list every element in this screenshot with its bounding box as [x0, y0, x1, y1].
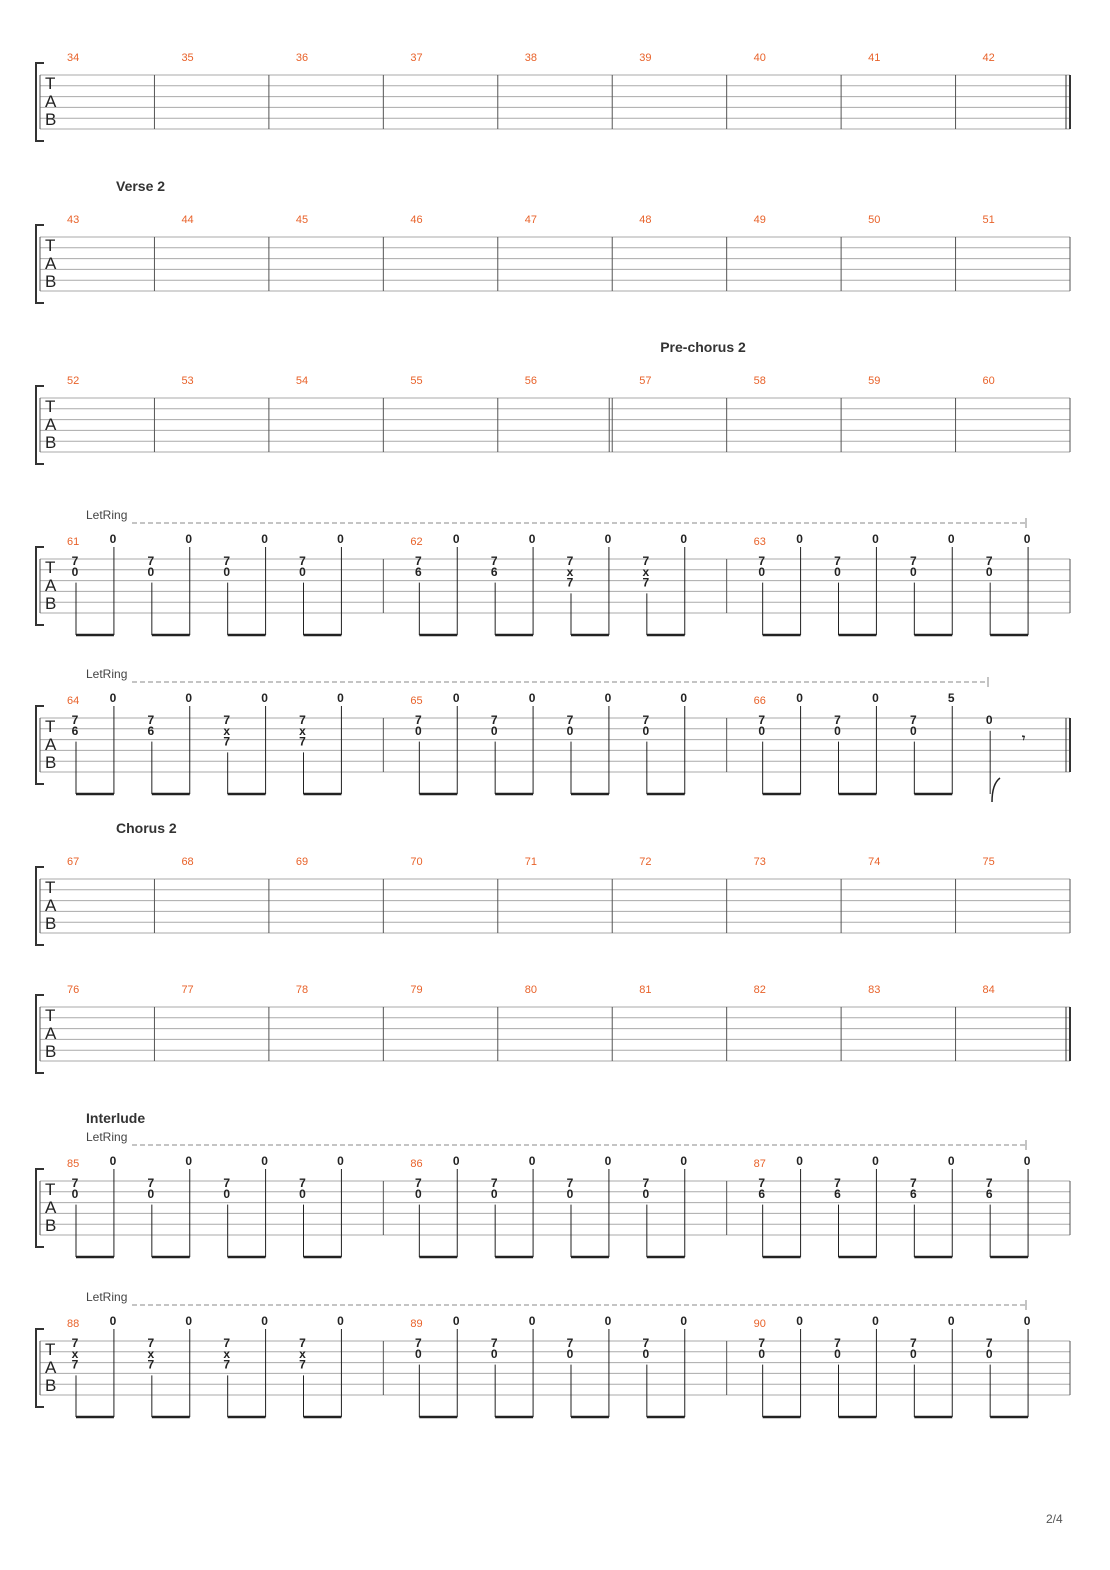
fret-number: 0 [758, 564, 766, 579]
fret-number: 7 [566, 575, 574, 590]
measure-number: 70 [410, 856, 423, 868]
fret-number: 7 [490, 1336, 498, 1350]
measure-number: 80 [524, 984, 538, 996]
measure-number: 50 [868, 214, 881, 226]
fret-number: 7 [71, 1336, 79, 1350]
tab-clef-letter: T [45, 1006, 56, 1025]
fret-number: 7 [834, 1336, 841, 1350]
tab-clef-letter: B [45, 272, 57, 291]
fret-number: x [299, 723, 306, 738]
fret-number: 0 [566, 723, 574, 738]
measure-number: 71 [524, 856, 538, 868]
fret-number: 0 [1023, 1314, 1031, 1328]
measure-number: 51 [982, 214, 995, 226]
section-label: Pre-chorus 2 [660, 339, 746, 355]
fret-number: 7 [147, 713, 155, 727]
tab-system [36, 667, 1070, 802]
measure-number: 39 [639, 52, 652, 64]
tab-clef-letter: T [45, 236, 56, 255]
let-ring-label: LetRing [86, 667, 128, 681]
fret-number: 0 [604, 1154, 612, 1168]
fret-number: x [299, 1346, 306, 1361]
fret-number: 0 [796, 691, 803, 705]
fret-number: 0 [947, 1154, 955, 1168]
tab-clef-letter: B [45, 594, 57, 613]
measure-number: 40 [753, 52, 766, 64]
measure-number: 56 [524, 375, 538, 387]
fret-number: 0 [528, 1314, 536, 1328]
measure-number: 89 [410, 1318, 423, 1330]
fret-number: 7 [758, 1336, 766, 1350]
section-label: Interlude [86, 1110, 146, 1126]
fret-number: 7 [909, 1176, 917, 1190]
tab-clef-letter: B [45, 433, 57, 452]
measure-number: 60 [982, 375, 995, 387]
fret-number: 7 [147, 1176, 155, 1190]
measure-number: 47 [524, 214, 538, 226]
fret-number: 0 [490, 1186, 498, 1201]
fret-number: x [223, 1346, 231, 1361]
fret-number: x [223, 723, 231, 738]
fret-number: 7 [758, 713, 766, 727]
fret-number: 0 [758, 723, 766, 738]
fret-number: 0 [642, 723, 650, 738]
fret-number: 0 [872, 1154, 879, 1168]
fret-number: 0 [796, 1314, 803, 1328]
fret-number: 7 [223, 1357, 231, 1372]
fret-number: 7 [642, 575, 650, 590]
fret-number: 7 [414, 713, 422, 727]
tab-clef-letter: B [45, 1216, 57, 1235]
fret-number: 7 [566, 1176, 574, 1190]
fret-number: 7 [490, 713, 498, 727]
fret-number: 0 [337, 691, 344, 705]
fret-number: 0 [947, 1314, 955, 1328]
fret-number: x [642, 564, 650, 579]
measure-number: 79 [410, 984, 423, 996]
fret-number: 0 [71, 1186, 79, 1201]
fret-number: 7 [223, 1336, 231, 1350]
tab-system [36, 52, 1070, 141]
fret-number: 7 [223, 554, 231, 568]
let-ring-label: LetRing [86, 1130, 128, 1144]
fret-number: 0 [680, 532, 688, 546]
measure-number: 90 [753, 1318, 766, 1330]
measure-number: 41 [868, 52, 881, 64]
fret-number: x [147, 1346, 155, 1361]
measure-number: 59 [868, 375, 881, 387]
tab-clef-letter: T [45, 74, 56, 93]
fret-number: 7 [299, 554, 306, 568]
section-label: Verse 2 [116, 178, 166, 194]
fret-number: x [71, 1346, 79, 1361]
fret-number: 0 [452, 691, 460, 705]
fret-number: 0 [414, 723, 422, 738]
measure-number: 66 [753, 695, 766, 707]
tab-clef-letter: A [45, 92, 57, 111]
measure-number: 81 [639, 984, 652, 996]
fret-number: 0 [528, 691, 536, 705]
tab-clef-letter: B [45, 753, 57, 772]
fret-number: 6 [758, 1186, 766, 1201]
fret-number: 6 [834, 1186, 841, 1201]
fret-number: 0 [528, 532, 536, 546]
fret-number: 0 [758, 1346, 766, 1361]
measure-number: 58 [753, 375, 766, 387]
tab-clef-letter: T [45, 397, 56, 416]
fret-number: 0 [109, 1154, 117, 1168]
measure-number: 43 [67, 214, 80, 226]
fret-number: 0 [604, 532, 612, 546]
fret-number: 6 [147, 723, 155, 738]
measure-number: 48 [639, 214, 652, 226]
fret-number: 0 [185, 1154, 193, 1168]
measure-number: 67 [67, 856, 80, 868]
measure-number: 78 [295, 984, 309, 996]
tab-clef-letter: B [45, 914, 57, 933]
flag-icon [992, 778, 1000, 802]
measure-number: 34 [67, 52, 80, 64]
fret-number: x [566, 564, 574, 579]
fret-number: 7 [414, 554, 422, 568]
fret-number: 0 [185, 691, 193, 705]
fret-number: 7 [490, 554, 498, 568]
eighth-rest-icon: 𝄾 [1022, 731, 1026, 745]
fret-number: 0 [261, 1154, 268, 1168]
fret-number: 0 [834, 1346, 841, 1361]
fret-number: 0 [337, 1314, 344, 1328]
fret-number: 0 [185, 1314, 193, 1328]
let-ring-label: LetRing [86, 508, 128, 522]
fret-number: 0 [566, 1186, 574, 1201]
fret-number: 7 [299, 1176, 306, 1190]
fret-number: 0 [109, 691, 117, 705]
tab-clef-letter: T [45, 558, 56, 577]
fret-number: 5 [947, 691, 955, 705]
tab-clef-letter: B [45, 1376, 57, 1395]
tab-system [36, 178, 1070, 303]
tab-clef-letter: T [45, 717, 56, 736]
fret-number: 0 [796, 532, 803, 546]
fret-number: 0 [299, 564, 306, 579]
fret-number: 0 [872, 1314, 879, 1328]
fret-number: 0 [1023, 532, 1031, 546]
fret-number: 0 [947, 532, 955, 546]
fret-number: 0 [185, 532, 193, 546]
fret-number: 7 [642, 713, 650, 727]
section-label: Chorus 2 [116, 820, 177, 836]
fret-number: 7 [834, 1176, 841, 1190]
fret-number: 7 [223, 713, 231, 727]
measure-number: 75 [982, 856, 995, 868]
measure-number: 73 [753, 856, 766, 868]
fret-number: 0 [909, 723, 917, 738]
fret-number: 0 [490, 1346, 498, 1361]
fret-number: 7 [71, 1176, 79, 1190]
tab-system [36, 1290, 1070, 1417]
fret-number: 6 [985, 1186, 993, 1201]
fret-number: 0 [261, 532, 268, 546]
fret-number: 0 [147, 564, 155, 579]
fret-number: 0 [985, 1346, 993, 1361]
fret-number: 0 [642, 1346, 650, 1361]
measure-number: 55 [410, 375, 423, 387]
measure-number: 88 [67, 1318, 80, 1330]
fret-number: 0 [261, 691, 268, 705]
fret-number: 7 [834, 713, 841, 727]
fret-number: 0 [109, 532, 117, 546]
fret-number: 0 [909, 564, 917, 579]
fret-number: 0 [872, 532, 879, 546]
measure-number: 52 [67, 375, 80, 387]
fret-number: 0 [642, 1186, 650, 1201]
fret-number: 7 [758, 554, 766, 568]
fret-number: 0 [985, 713, 993, 727]
fret-number: 0 [528, 1154, 536, 1168]
measure-number: 86 [410, 1158, 423, 1170]
fret-number: 0 [71, 564, 79, 579]
fret-number: 7 [71, 554, 79, 568]
measure-number: 38 [524, 52, 538, 64]
tab-clef-letter: B [45, 110, 57, 129]
fret-number: 7 [758, 1176, 766, 1190]
tab-system [36, 984, 1070, 1073]
tab-clef-letter: A [45, 415, 57, 434]
fret-number: 7 [414, 1176, 422, 1190]
fret-number: 0 [1023, 1154, 1031, 1168]
measure-number: 76 [67, 984, 80, 996]
measure-number: 82 [753, 984, 766, 996]
measure-number: 68 [181, 856, 194, 868]
measure-number: 65 [410, 695, 423, 707]
fret-number: 6 [909, 1186, 917, 1201]
fret-number: 0 [680, 1154, 688, 1168]
measure-number: 45 [295, 214, 309, 226]
fret-number: 0 [872, 691, 879, 705]
fret-number: 0 [223, 564, 231, 579]
fret-number: 7 [223, 734, 231, 749]
fret-number: 7 [985, 1176, 993, 1190]
fret-number: 0 [909, 1346, 917, 1361]
measure-number: 64 [67, 695, 80, 707]
fret-number: 7 [299, 1357, 306, 1372]
fret-number: 7 [147, 554, 155, 568]
fret-number: 0 [414, 1346, 422, 1361]
fret-number: 0 [109, 1314, 117, 1328]
tab-clef-letter: A [45, 1198, 57, 1217]
fret-number: 7 [566, 1336, 574, 1350]
tab-clef-letter: T [45, 878, 56, 897]
fret-number: 7 [909, 1336, 917, 1350]
fret-number: 6 [71, 723, 79, 738]
fret-number: 0 [604, 1314, 612, 1328]
tab-system [36, 1110, 1070, 1257]
tab-clef-letter: T [45, 1340, 56, 1359]
fret-number: 7 [642, 1176, 650, 1190]
fret-number: 7 [642, 554, 650, 568]
fret-number: 7 [71, 713, 79, 727]
fret-number: 7 [909, 713, 917, 727]
fret-number: 0 [985, 564, 993, 579]
fret-number: 7 [223, 1176, 231, 1190]
measure-number: 85 [67, 1158, 80, 1170]
fret-number: 7 [909, 554, 917, 568]
fret-number: 0 [337, 1154, 344, 1168]
fret-number: 7 [985, 554, 993, 568]
tab-system [36, 508, 1070, 635]
fret-number: 7 [299, 734, 306, 749]
tab-clef-letter: A [45, 735, 57, 754]
measure-number: 46 [410, 214, 423, 226]
fret-number: 0 [680, 1314, 688, 1328]
fret-number: 0 [490, 723, 498, 738]
fret-number: 0 [337, 532, 344, 546]
measure-number: 37 [410, 52, 423, 64]
fret-number: 0 [604, 691, 612, 705]
fret-number: 7 [299, 1336, 306, 1350]
tab-clef-letter: A [45, 1358, 57, 1377]
fret-number: 7 [490, 1176, 498, 1190]
fret-number: 0 [452, 1314, 460, 1328]
fret-number: 7 [834, 554, 841, 568]
measure-number: 42 [982, 52, 995, 64]
fret-number: 7 [566, 554, 574, 568]
fret-number: 0 [299, 1186, 306, 1201]
tab-clef-letter: B [45, 1042, 57, 1061]
measure-number: 35 [181, 52, 194, 64]
measure-number: 61 [67, 536, 80, 548]
fret-number: 0 [834, 564, 841, 579]
fret-number: 7 [147, 1357, 155, 1372]
fret-number: 6 [414, 564, 422, 579]
fret-number: 0 [680, 691, 688, 705]
fret-number: 0 [261, 1314, 268, 1328]
fret-number: 7 [566, 713, 574, 727]
measure-number: 49 [753, 214, 766, 226]
measure-number: 74 [868, 856, 881, 868]
measure-number: 62 [410, 536, 423, 548]
fret-number: 0 [796, 1154, 803, 1168]
fret-number: 7 [299, 713, 306, 727]
page-number: 2/4 [1046, 1512, 1063, 1526]
fret-number: 0 [414, 1186, 422, 1201]
measure-number: 36 [295, 52, 309, 64]
fret-number: 0 [147, 1186, 155, 1201]
measure-number: 53 [181, 375, 194, 387]
tab-system [36, 820, 1070, 945]
fret-number: 0 [834, 723, 841, 738]
measure-number: 54 [295, 375, 309, 387]
measure-number: 83 [868, 984, 881, 996]
tab-clef-letter: T [45, 1180, 56, 1199]
tab-system [36, 339, 1070, 464]
fret-number: 7 [414, 1336, 422, 1350]
fret-number: 0 [452, 532, 460, 546]
tab-clef-letter: A [45, 254, 57, 273]
measure-number: 84 [982, 984, 995, 996]
measure-number: 87 [753, 1158, 766, 1170]
tab-clef-letter: A [45, 576, 57, 595]
fret-number: 6 [490, 564, 498, 579]
fret-number: 0 [452, 1154, 460, 1168]
tab-clef-letter: A [45, 896, 57, 915]
fret-number: 0 [223, 1186, 231, 1201]
measure-number: 69 [295, 856, 309, 868]
fret-number: 7 [642, 1336, 650, 1350]
fret-number: 7 [71, 1357, 79, 1372]
measure-number: 72 [639, 856, 652, 868]
fret-number: 7 [985, 1336, 993, 1350]
measure-number: 44 [181, 214, 194, 226]
fret-number: 7 [147, 1336, 155, 1350]
tab-clef-letter: A [45, 1024, 57, 1043]
fret-number: 0 [566, 1346, 574, 1361]
let-ring-label: LetRing [86, 1290, 128, 1304]
measure-number: 77 [181, 984, 194, 996]
measure-number: 57 [639, 375, 652, 387]
measure-number: 63 [753, 536, 766, 548]
